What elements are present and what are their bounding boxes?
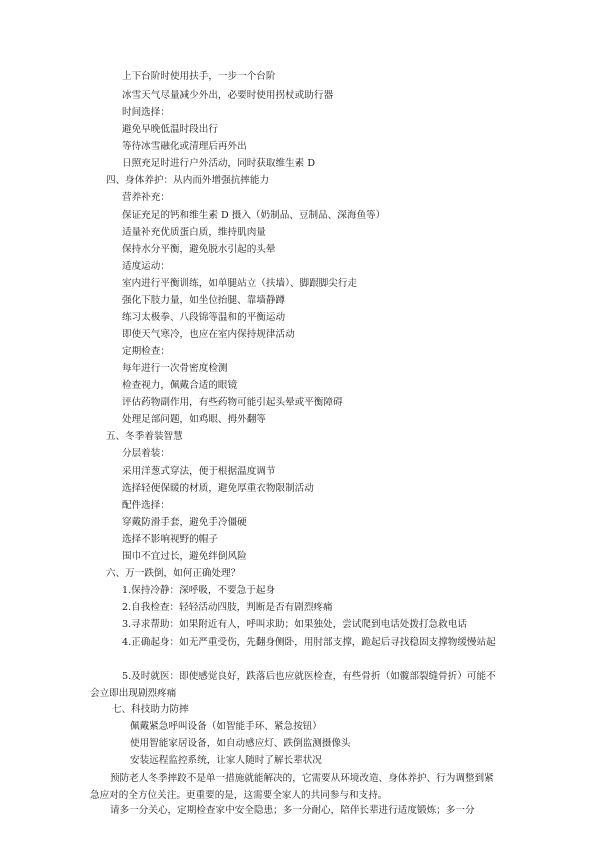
text-line: 穿戴防滑手套，避免手冷僵硬 [122, 517, 247, 528]
subheading: 配件选择： [122, 500, 170, 511]
section-heading: 五、冬季着装智慧 [106, 431, 183, 442]
paragraph: 预防老人冬季摔跤不是单一措施就能解决的，它需要从环境改造、身体养护、行为调整到紧急应对的全方位关注。更重要的是，这需要全家人的共同参与和支持。 [90, 773, 494, 801]
paragraph: 请多一分关心，定期检查家中安全隐患；多一分耐心，陪伴长辈进行适度锻炼；多一分 [110, 805, 475, 816]
text-line: 即使天气寒冷，也应在室内保持规律活动 [122, 329, 295, 340]
subheading: 营养补充： [122, 192, 170, 203]
text-line: 佩戴紧急呼叫设备（如智能手环、紧急按钮） [130, 721, 322, 732]
text-line: 每年进行一次骨密度检测 [122, 363, 228, 374]
section-heading: 六、万一跌倒，如何正确处理？ [106, 568, 241, 579]
text-line: 上下台阶时使用扶手，一步一个台阶 [122, 71, 276, 82]
numbered-item: 1.保持冷静：深呼吸，不要急于起身 [122, 585, 276, 596]
text-line: 冰雪天气尽量减少外出，必要时使用拐杖或助行器 [122, 90, 334, 101]
text-line: 时间选择： [122, 107, 170, 118]
numbered-item: 3.寻求帮助：如果附近有人，呼叫求助；如果独处，尝试爬到电话处拨打急救电话 [122, 619, 467, 630]
text-line: 室内进行平衡训练，如单腿站立（扶墙）、脚跟脚尖行走 [122, 278, 358, 289]
subheading: 分层着装： [122, 448, 170, 459]
text-line: 等待冰雪融化或清理后再外出 [122, 141, 247, 152]
text-line: 避免早晚低温时段出行 [122, 124, 218, 135]
subheading: 适度运动： [122, 261, 170, 272]
text-line: 选择不影响视野的帽子 [122, 534, 218, 545]
numbered-item: 2.自我检查：轻轻活动四肢，判断是否有剧烈疼痛 [122, 602, 333, 613]
text-line: 围巾不宜过长，避免绊倒风险 [122, 551, 247, 562]
section-heading: 七、科技助力防摔 [112, 704, 189, 715]
text-line: 采用洋葱式穿法，便于根据温度调节 [122, 466, 276, 477]
text-line: 评估药物副作用，有些药物可能引起头晕或平衡障碍 [122, 397, 343, 408]
section-heading: 四、身体养护：从内而外增强抗摔能力 [106, 175, 270, 186]
text-line: 处理足部问题，如鸡眼、拇外翻等 [122, 414, 266, 425]
text-line: 保证充足的钙和维生素 D 摄入（奶制品、豆制品、深海鱼等） [122, 210, 386, 221]
text-line: 检查视力，佩戴合适的眼镜 [122, 380, 238, 391]
text-line: 适量补充优质蛋白质，维持肌肉量 [122, 227, 266, 238]
numbered-item: 5.及时就医：即使感觉良好，跌落后也应就医检查，有些骨折（如髋部裂缝骨折）可能不会立即出现剧烈疼痛 [90, 671, 496, 699]
text-line: 日照充足时进行户外活动，同时获取维生素 D [122, 158, 316, 169]
text-line: 练习太极拳、八段锦等温和的平衡运动 [122, 312, 286, 323]
subheading: 定期检查： [122, 346, 170, 357]
numbered-item: 4.正确起身：如无严重受伤，先翻身侧卧，用肘部支撑，跪起后寻找稳固支撑物缓慢站起 [122, 637, 496, 648]
text-line: 强化下肢力量，如坐位抬腿、靠墙静蹲 [122, 295, 286, 306]
text-line: 选择轻便保暖的材质，避免厚重衣物限制活动 [122, 483, 314, 494]
text-line: 安装远程监控系统，让家人随时了解长辈状况 [130, 755, 322, 766]
text-line: 保持水分平衡，避免脱水引起的头晕 [122, 244, 276, 255]
text-line: 使用智能家居设备，如自动感应灯、跌倒监测摄像头 [130, 738, 351, 749]
